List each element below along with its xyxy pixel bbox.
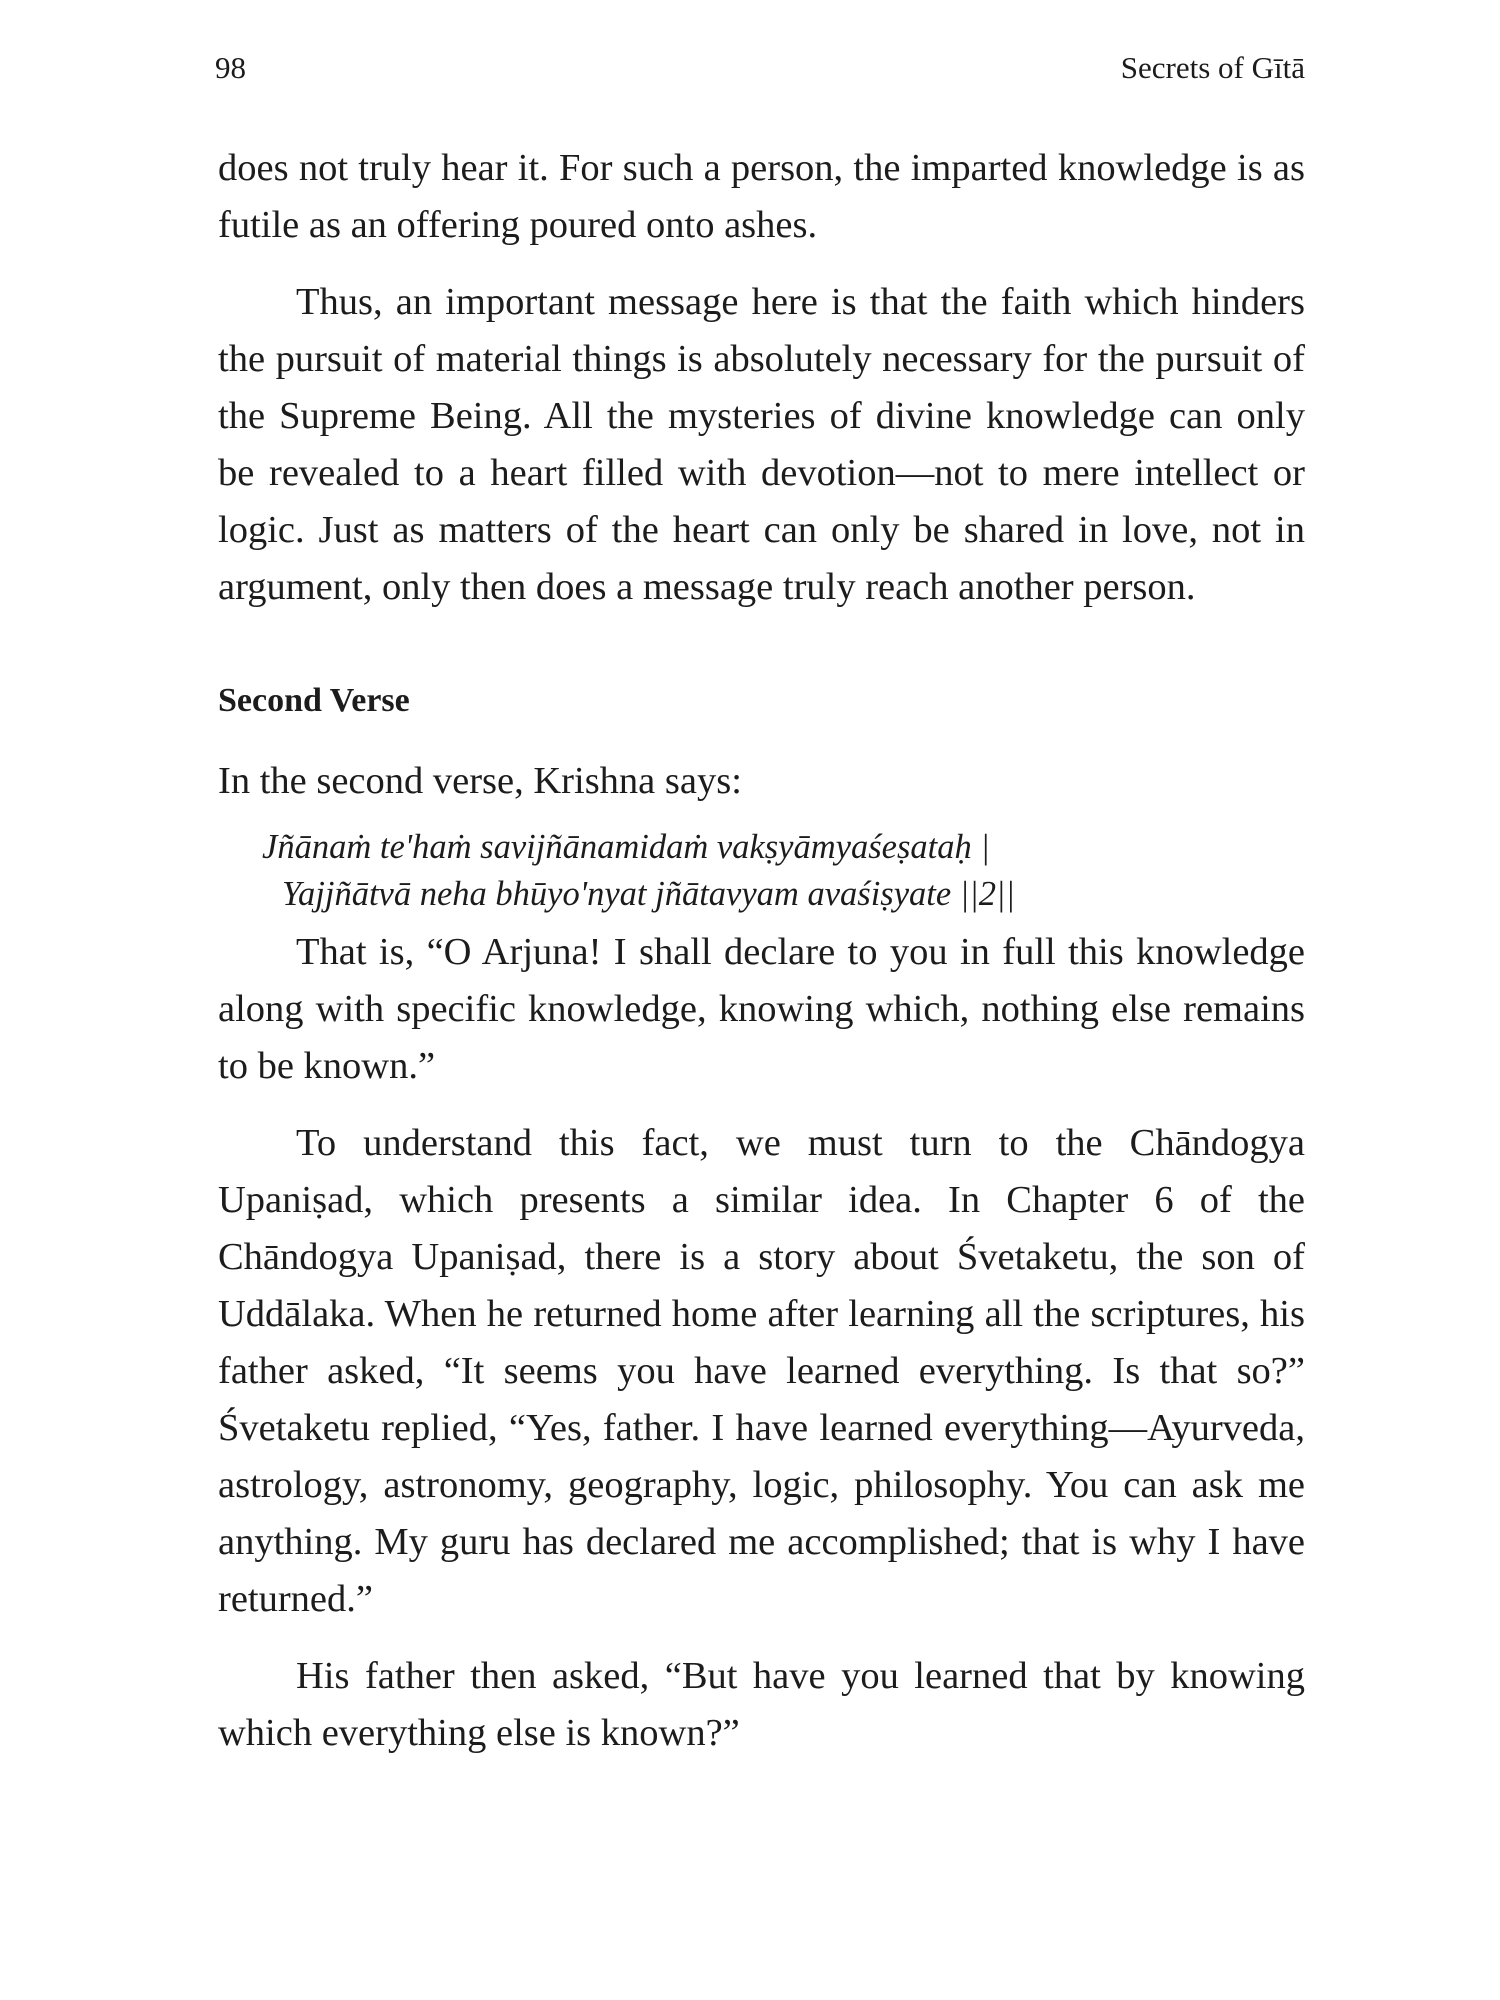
paragraph-father-question: His father then asked, “But have you learned that by knowing which everything else is known?” — [218, 1655, 1305, 1754]
paragraph-translation: That is, “O Arjuna! I shall declare to you in full this knowledge along with specific knowledge, knowing which, nothing else remains to be known.” — [218, 931, 1305, 1087]
verse-line-1: Jñānaṁ te'haṁ savijñānamidaṁ vakṣyāmyaśeṣataḥ | — [262, 828, 990, 866]
verse-intro: In the second verse, Krishna says: — [218, 760, 742, 802]
page-header — [215, 50, 1305, 100]
sanskrit-verse — [218, 824, 1305, 918]
paragraph-faith-message: Thus, an important message here is that the faith which hinders the pursuit of material things is absolutely necessary for the pursuit of the Supreme Being. All the mysteries of divine knowledge can only be revealed to a heart filled with devotion—not to mere intellect or logic. Just as matters of the heart can only be shared in love, not in argument, only then does a message truly reach another person. — [218, 281, 1305, 608]
running-title: Secrets of Gītā — [1120, 50, 1305, 85]
section-heading: Second Verse — [218, 682, 410, 719]
verse-line-2: Yajjñātvā neha bhūyo'nyat jñātavyam avaśiṣyate ||2|| — [282, 875, 1015, 913]
paragraph-chandogya-story: To understand this fact, we must turn to the Chāndogya Upaniṣad, which presents a similar idea. In Chapter 6 of the Chāndogya Upaniṣad, there is a story about Śvetaketu, the son of Uddālaka. When he returned home after learning all the scriptures, his father asked, “It seems you have learned everything. Is that so?” Śvetaketu replied, “Yes, father. I have learned everything—Ayurveda, astrology, astronomy, geography, logic, philosophy. You can ask me anything. My guru has declared me accomplished; that is why I have returned.” — [218, 1122, 1305, 1620]
page-number: 98 — [215, 50, 246, 85]
page-body — [218, 140, 1305, 1762]
paragraph-continuation: does not truly hear it. For such a person, the imparted knowledge is as futile as an offering poured onto ashes. — [218, 147, 1305, 246]
